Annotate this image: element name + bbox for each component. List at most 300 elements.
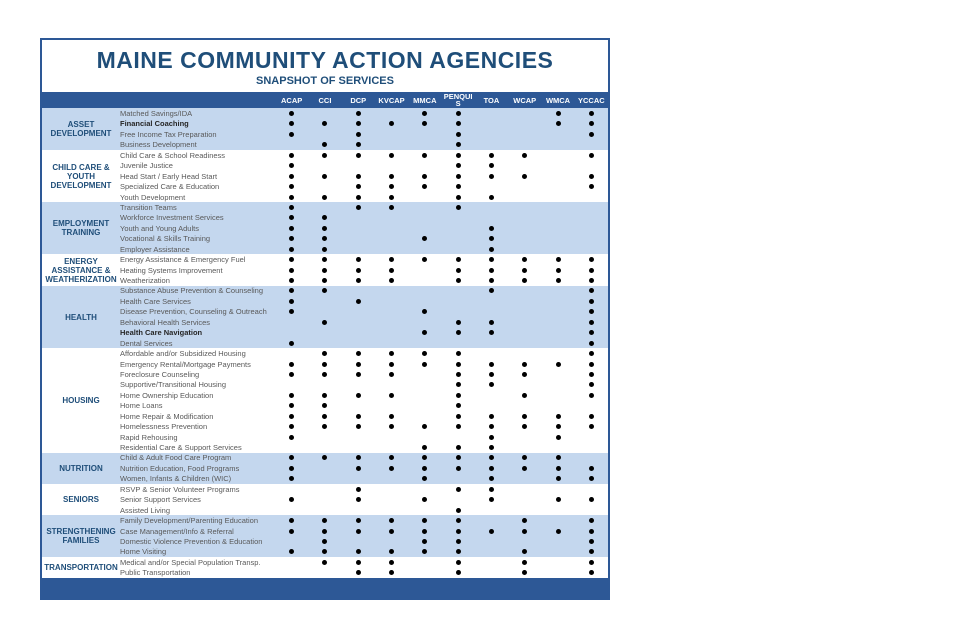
dot-cell-acap <box>275 226 308 231</box>
service-row <box>120 380 608 390</box>
dot-cell-wcap <box>508 257 541 262</box>
dot-cell-acap <box>275 393 308 398</box>
service-label: Matched Savings/IDA <box>120 109 193 119</box>
service-dot <box>522 518 527 523</box>
agency-column-header-wcap: WCAP <box>513 95 537 105</box>
service-dot <box>389 174 394 179</box>
dot-cell-toa <box>475 382 508 387</box>
service-dot <box>589 424 594 429</box>
service-label: Vocational & Skills Training <box>120 234 211 244</box>
dot-cell-toa <box>475 435 508 440</box>
service-dot <box>322 121 327 126</box>
dot-cell-dcp <box>342 487 375 492</box>
dot-cell-mmca <box>408 445 441 450</box>
service-row <box>120 286 608 296</box>
service-row <box>120 244 608 254</box>
service-dot <box>489 414 494 419</box>
service-label: Public Transportation <box>120 568 191 578</box>
service-label: Nutrition Education, Food Programs <box>120 463 240 473</box>
dot-cell-wcap <box>508 278 541 283</box>
service-row <box>120 140 608 150</box>
service-row <box>120 369 608 379</box>
dot-cell-cci <box>308 372 341 377</box>
dot-cell-toa <box>475 424 508 429</box>
category-label: ENERGY ASSISTANCE & WEATHERIZATION <box>45 256 117 284</box>
service-dot <box>322 153 327 158</box>
service-row <box>120 119 608 129</box>
service-dot <box>589 466 594 471</box>
service-label: Foreclosure Counseling <box>120 369 200 379</box>
service-dot <box>322 226 327 231</box>
service-dot <box>356 195 361 200</box>
agency-column-header-mmca: MMCA <box>413 95 437 105</box>
service-label: Senior Support Services <box>120 495 201 505</box>
dot-cell-kvcap <box>375 278 408 283</box>
service-dot <box>322 424 327 429</box>
service-dot <box>556 414 561 419</box>
dot-cell-penquis <box>441 195 474 200</box>
dot-cell-kvcap <box>375 195 408 200</box>
dot-cell-kvcap <box>375 174 408 179</box>
service-dot <box>589 111 594 116</box>
service-label: Family Development/Parenting Education <box>120 516 258 526</box>
service-dot <box>422 121 427 126</box>
service-dot <box>489 153 494 158</box>
dot-cell-kvcap <box>375 268 408 273</box>
service-dot <box>289 195 294 200</box>
dot-cell-penquis <box>441 268 474 273</box>
dot-cell-cci <box>308 142 341 147</box>
dot-cell-dcp <box>342 549 375 554</box>
service-dot <box>522 174 527 179</box>
service-dot <box>322 455 327 460</box>
dot-cell-kvcap <box>375 257 408 262</box>
service-dot <box>322 560 327 565</box>
section-child-care-youth-development <box>42 150 608 202</box>
service-dot <box>589 351 594 356</box>
dot-cell-acap <box>275 205 308 210</box>
dot-cell-mmca <box>408 309 441 314</box>
dot-cell-yccac <box>575 497 608 502</box>
dot-cell-acap <box>275 476 308 481</box>
dot-cell-penquis <box>441 403 474 408</box>
service-dot <box>456 403 461 408</box>
dot-cell-toa <box>475 487 508 492</box>
service-row <box>120 495 608 505</box>
service-label: Supportive/Transitional Housing <box>120 380 227 390</box>
section-health <box>42 286 608 349</box>
service-dot <box>289 393 294 398</box>
dot-cell-penquis <box>441 466 474 471</box>
service-dot <box>322 372 327 377</box>
dot-cell-toa <box>475 466 508 471</box>
dot-cell-acap <box>275 278 308 283</box>
dot-cell-yccac <box>575 466 608 471</box>
section-rows <box>120 286 608 349</box>
service-dot <box>289 309 294 314</box>
service-dot <box>522 570 527 575</box>
dot-cell-mmca <box>408 476 441 481</box>
service-dot <box>489 424 494 429</box>
dot-cell-dcp <box>342 142 375 147</box>
dot-cell-dcp <box>342 455 375 460</box>
agency-column-header-cci: CCI <box>318 95 332 105</box>
dot-cell-kvcap <box>375 570 408 575</box>
dot-cell-mmca <box>408 121 441 126</box>
dot-cell-acap <box>275 497 308 502</box>
dot-cell-penquis <box>441 549 474 554</box>
service-dot <box>422 455 427 460</box>
service-row <box>120 317 608 327</box>
service-row <box>120 275 608 285</box>
service-dot <box>422 476 427 481</box>
dot-cell-wmca <box>541 466 574 471</box>
service-dot <box>489 226 494 231</box>
dot-cell-dcp <box>342 278 375 283</box>
dot-cell-cci <box>308 195 341 200</box>
dot-cell-yccac <box>575 351 608 356</box>
service-row <box>120 547 608 557</box>
service-dot <box>589 268 594 273</box>
service-dot <box>356 549 361 554</box>
service-dot <box>356 518 361 523</box>
service-dot <box>489 195 494 200</box>
service-dot <box>456 351 461 356</box>
service-dot <box>489 529 494 534</box>
service-label: RSVP & Senior Volunteer Programs <box>120 484 240 494</box>
service-dot <box>356 299 361 304</box>
dot-cell-mmca <box>408 497 441 502</box>
service-dot <box>289 403 294 408</box>
dot-cell-yccac <box>575 299 608 304</box>
service-label: Free Income Tax Preparation <box>120 129 217 139</box>
service-row <box>120 192 608 202</box>
service-dot <box>322 549 327 554</box>
service-dot <box>422 445 427 450</box>
service-label: Youth Development <box>120 192 186 202</box>
dot-cell-wcap <box>508 466 541 471</box>
service-dot <box>589 549 594 554</box>
service-dot <box>456 466 461 471</box>
service-dot <box>522 560 527 565</box>
section-rows <box>120 453 608 484</box>
service-dot <box>322 393 327 398</box>
dot-cell-dcp <box>342 393 375 398</box>
dot-cell-acap <box>275 121 308 126</box>
dot-cell-acap <box>275 549 308 554</box>
service-label: Assisted Living <box>120 505 171 515</box>
service-dot <box>422 424 427 429</box>
section-rows <box>120 108 608 150</box>
service-dot <box>589 570 594 575</box>
dot-cell-toa <box>475 414 508 419</box>
dot-cell-acap <box>275 424 308 429</box>
dot-cell-yccac <box>575 560 608 565</box>
dot-cell-dcp <box>342 195 375 200</box>
service-dot <box>556 466 561 471</box>
footer-bar <box>42 578 608 598</box>
service-dot <box>456 174 461 179</box>
service-label: Child & Adult Food Care Program <box>120 453 232 463</box>
section-rows <box>120 484 608 515</box>
service-row <box>120 568 608 578</box>
dot-cell-toa <box>475 247 508 252</box>
dot-cell-acap <box>275 288 308 293</box>
dot-cell-penquis <box>441 163 474 168</box>
dot-cell-toa <box>475 497 508 502</box>
service-dot <box>522 257 527 262</box>
category-label: CHILD CARE & YOUTH DEVELOPMENT <box>50 162 112 190</box>
service-dot <box>422 174 427 179</box>
service-dot <box>489 372 494 377</box>
dot-cell-wmca <box>541 529 574 534</box>
service-label: Residential Care & Support Services <box>120 443 242 453</box>
service-dot <box>556 435 561 440</box>
service-dot <box>289 111 294 116</box>
dot-cell-penquis <box>441 362 474 367</box>
dot-cell-yccac <box>575 174 608 179</box>
dot-cell-kvcap <box>375 351 408 356</box>
dot-cell-penquis <box>441 330 474 335</box>
service-dot <box>356 205 361 210</box>
service-dot <box>489 174 494 179</box>
service-dot <box>289 518 294 523</box>
dot-cell-penquis <box>441 205 474 210</box>
service-dot <box>422 351 427 356</box>
service-row <box>120 223 608 233</box>
dot-cell-penquis <box>441 174 474 179</box>
service-dot <box>422 497 427 502</box>
service-dot <box>456 414 461 419</box>
service-dot <box>356 111 361 116</box>
service-dot <box>456 539 461 544</box>
service-dot <box>456 560 461 565</box>
dot-cell-wcap <box>508 549 541 554</box>
service-dot <box>389 153 394 158</box>
service-dot <box>589 153 594 158</box>
service-dot <box>322 529 327 534</box>
dot-cell-acap <box>275 184 308 189</box>
section-nutrition <box>42 453 608 484</box>
service-dot <box>556 476 561 481</box>
dot-cell-acap <box>275 236 308 241</box>
service-dot <box>356 424 361 429</box>
service-dot <box>489 466 494 471</box>
service-dot <box>522 549 527 554</box>
dot-cell-penquis <box>441 414 474 419</box>
service-label: Homelessness Prevention <box>120 422 208 432</box>
service-dot <box>289 435 294 440</box>
category-label: EMPLOYMENT TRAINING <box>52 219 110 238</box>
dot-cell-cci <box>308 247 341 252</box>
service-dot <box>522 414 527 419</box>
section-strengthening-families <box>42 515 608 557</box>
service-dot <box>356 570 361 575</box>
dot-cell-dcp <box>342 153 375 158</box>
service-dot <box>356 153 361 158</box>
service-dot <box>389 529 394 534</box>
service-dot <box>456 508 461 513</box>
service-dot <box>456 445 461 450</box>
dot-cell-cci <box>308 424 341 429</box>
dot-cell-penquis <box>441 539 474 544</box>
service-dot <box>422 153 427 158</box>
service-label: Emergency Rental/Mortgage Payments <box>120 359 251 369</box>
dot-cell-penquis <box>441 529 474 534</box>
service-dot <box>589 497 594 502</box>
service-dot <box>356 268 361 273</box>
service-dot <box>589 288 594 293</box>
dot-cell-dcp <box>342 299 375 304</box>
dot-cell-wmca <box>541 111 574 116</box>
dot-cell-acap <box>275 132 308 137</box>
dot-cell-kvcap <box>375 362 408 367</box>
service-dot <box>522 362 527 367</box>
service-dot <box>389 362 394 367</box>
service-label: Health Care Services <box>120 296 191 306</box>
service-dot <box>489 268 494 273</box>
service-dot <box>489 247 494 252</box>
dot-cell-cci <box>308 351 341 356</box>
service-dot <box>589 529 594 534</box>
service-dot <box>356 487 361 492</box>
dot-cell-acap <box>275 414 308 419</box>
service-dot <box>289 163 294 168</box>
service-dot <box>322 195 327 200</box>
dot-cell-toa <box>475 153 508 158</box>
dot-cell-cci <box>308 455 341 460</box>
service-dot <box>589 132 594 137</box>
service-dot <box>556 278 561 283</box>
service-dot <box>356 455 361 460</box>
service-dot <box>456 570 461 575</box>
dot-cell-penquis <box>441 424 474 429</box>
service-dot <box>522 393 527 398</box>
service-dot <box>389 184 394 189</box>
service-row <box>120 442 608 452</box>
dot-cell-acap <box>275 435 308 440</box>
service-dot <box>489 497 494 502</box>
service-dot <box>356 372 361 377</box>
dot-cell-toa <box>475 529 508 534</box>
page-subtitle: SNAPSHOT OF SERVICES <box>256 75 394 88</box>
dot-cell-acap <box>275 518 308 523</box>
service-row <box>120 411 608 421</box>
service-dot <box>322 320 327 325</box>
dot-cell-toa <box>475 195 508 200</box>
service-dot <box>356 184 361 189</box>
service-dot <box>456 184 461 189</box>
service-dot <box>422 330 427 335</box>
dot-cell-wcap <box>508 529 541 534</box>
dot-cell-yccac <box>575 309 608 314</box>
service-dot <box>322 539 327 544</box>
service-dot <box>289 424 294 429</box>
service-dot <box>389 570 394 575</box>
dot-cell-acap <box>275 372 308 377</box>
section-rows <box>120 348 608 452</box>
dot-cell-cci <box>308 257 341 262</box>
service-dot <box>289 372 294 377</box>
dot-cell-acap <box>275 257 308 262</box>
service-dot <box>289 215 294 220</box>
service-row <box>120 536 608 546</box>
dot-cell-mmca <box>408 455 441 460</box>
service-dot <box>389 414 394 419</box>
dot-cell-wcap <box>508 153 541 158</box>
service-dot <box>489 236 494 241</box>
service-label: Financial Coaching <box>120 119 189 129</box>
service-dot <box>289 153 294 158</box>
service-dot <box>522 455 527 460</box>
service-dot <box>456 393 461 398</box>
service-dot <box>589 299 594 304</box>
dot-cell-yccac <box>575 393 608 398</box>
service-label: Substance Abuse Prevention & Counseling <box>120 286 264 296</box>
dot-cell-toa <box>475 278 508 283</box>
service-row <box>120 484 608 494</box>
service-dot <box>356 362 361 367</box>
service-dot <box>289 205 294 210</box>
service-dot <box>556 455 561 460</box>
agency-column-header-toa: TOA <box>483 95 500 105</box>
dot-cell-penquis <box>441 184 474 189</box>
service-dot <box>389 393 394 398</box>
dot-cell-dcp <box>342 424 375 429</box>
dot-cell-cci <box>308 518 341 523</box>
service-label: Home Visiting <box>120 547 167 557</box>
service-row <box>120 557 608 567</box>
dot-cell-acap <box>275 455 308 460</box>
service-row <box>120 432 608 442</box>
dot-cell-toa <box>475 226 508 231</box>
service-label: Medical and/or Special Population Transp. <box>120 557 261 567</box>
dot-cell-yccac <box>575 320 608 325</box>
service-row <box>120 515 608 525</box>
dot-cell-penquis <box>441 518 474 523</box>
service-dot <box>322 414 327 419</box>
service-dot <box>389 278 394 283</box>
dot-cell-penquis <box>441 487 474 492</box>
service-dot <box>356 132 361 137</box>
dot-cell-yccac <box>575 278 608 283</box>
dot-cell-acap <box>275 215 308 220</box>
service-row <box>120 463 608 473</box>
service-dot <box>489 435 494 440</box>
service-dot <box>389 518 394 523</box>
dot-cell-penquis <box>441 445 474 450</box>
service-dot <box>456 455 461 460</box>
service-dot <box>356 393 361 398</box>
dot-cell-yccac <box>575 153 608 158</box>
service-dot <box>356 414 361 419</box>
service-dot <box>589 382 594 387</box>
service-dot <box>589 309 594 314</box>
dot-cell-toa <box>475 236 508 241</box>
service-row <box>120 307 608 317</box>
service-dot <box>356 257 361 262</box>
service-dot <box>489 163 494 168</box>
dot-cell-yccac <box>575 111 608 116</box>
service-dot <box>289 184 294 189</box>
service-row <box>120 474 608 484</box>
service-dot <box>422 549 427 554</box>
dot-cell-dcp <box>342 497 375 502</box>
service-label: Dental Services <box>120 338 173 348</box>
service-dot <box>322 403 327 408</box>
service-dot <box>322 351 327 356</box>
dot-cell-kvcap <box>375 121 408 126</box>
